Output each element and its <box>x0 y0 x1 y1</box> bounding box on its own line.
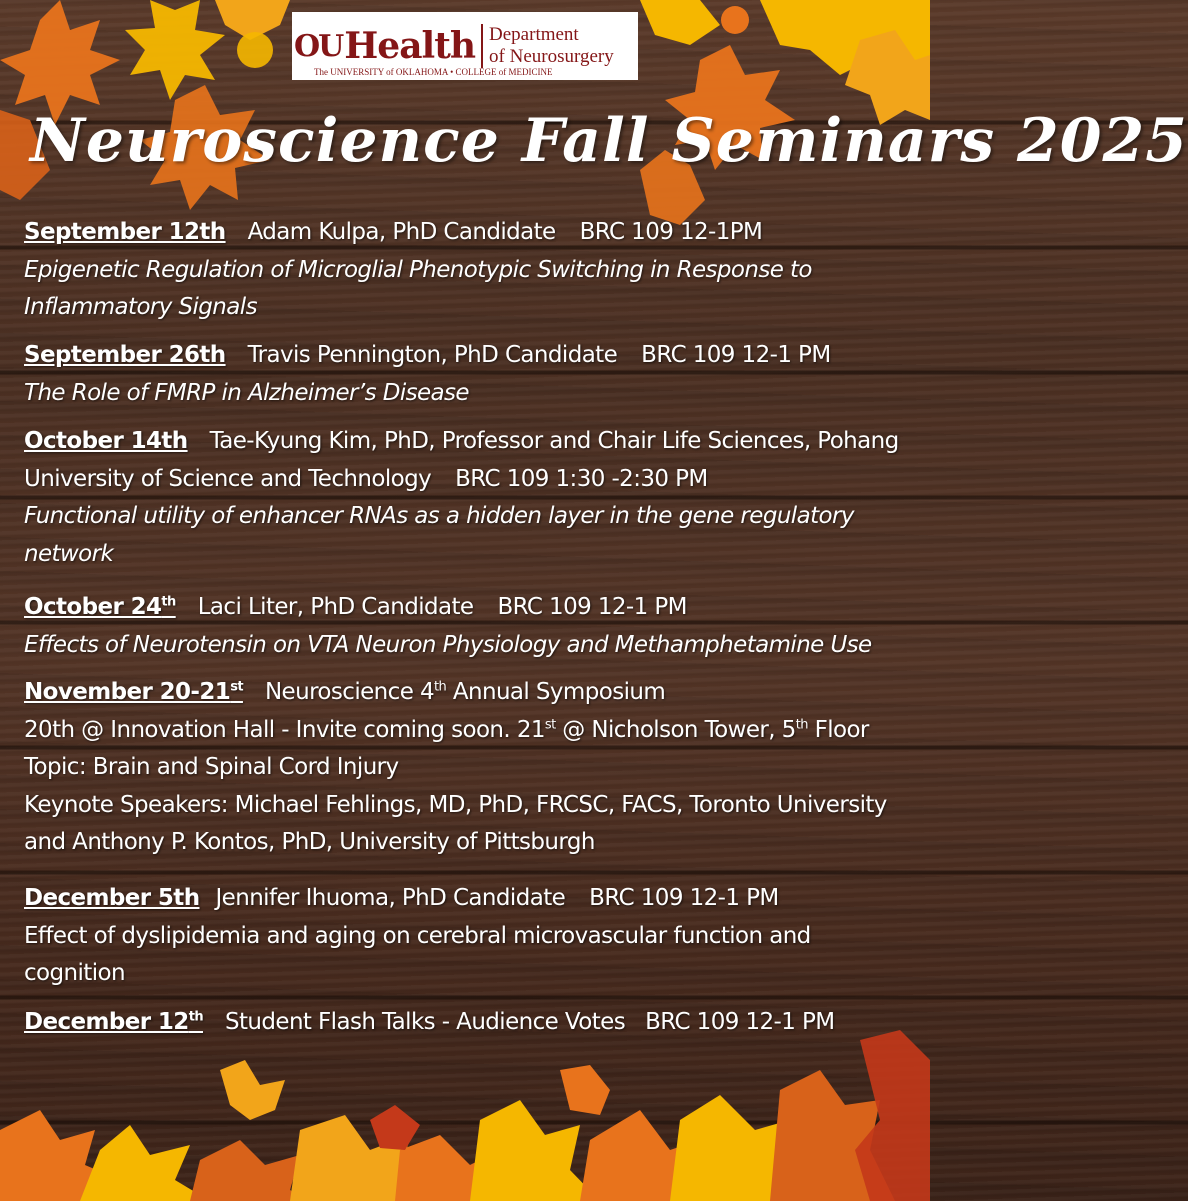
logo-health-text: Health <box>344 25 476 67</box>
ou-health-neurosurgery-logo <box>292 12 638 80</box>
event-item-symposium <box>24 674 914 862</box>
venue-day1: 20th @ Innovation Hall - Invite coming soon. 21 <box>24 716 545 743</box>
event-speaker: Laci Liter, PhD Candidate <box>197 594 474 620</box>
event-date: October 24 <box>24 594 162 620</box>
symposium-venues <box>24 712 914 750</box>
event-speaker: Jennifer Ihuoma, PhD Candidate <box>215 885 566 911</box>
symposium-topic: Topic: Brain and Spinal Cord Injury <box>24 754 399 780</box>
symposium-name: Neuroscience 4 <box>264 679 434 705</box>
event-topic: Effect of dyslipidemia and aging on cerebral microvascular function and cognition <box>24 922 811 986</box>
event-location: BRC 109 12-1 PM <box>497 594 687 620</box>
logo-department <box>489 24 614 68</box>
event-item <box>24 337 831 412</box>
event-date-suffix: th <box>188 1009 203 1025</box>
venue-floor: Floor <box>807 716 869 743</box>
logo-dept-line1: Department <box>489 24 579 45</box>
event-speaker: Adam Kulpa, PhD Candidate <box>247 219 556 245</box>
event-location: BRC 109 12-1 PM <box>641 342 831 368</box>
event-topic: The Role of FMRP in Alzheimer’s Disease <box>24 379 469 406</box>
event-date: September 26th <box>24 342 226 368</box>
symposium-name-rest: Annual Symposium <box>446 679 666 705</box>
event-item <box>24 589 872 664</box>
autumn-leaves-bottom-decoration <box>0 1030 930 1201</box>
event-date: December 12 <box>24 1009 189 1035</box>
event-item <box>24 880 914 993</box>
symposium-keynotes: Keynote Speakers: Michael Fehlings, MD, PhD, FRCSC, FACS, Toronto University and Anthony P. Kontos, PhD, University of Pittsburgh <box>24 791 887 855</box>
event-speaker <box>265 679 665 705</box>
event-speaker: Student Flash Talks - Audience Votes <box>225 1009 626 1035</box>
symposium-ordinal: th <box>434 679 447 695</box>
event-location: BRC 109 12-1 PM <box>589 885 779 911</box>
logo-dept-line2: of Neurosurgery <box>489 46 614 67</box>
event-date: December 5th <box>24 885 200 911</box>
event-date-suffix: st <box>230 679 243 695</box>
event-date: November 20-21 <box>24 679 231 705</box>
venue-day2: @ Nicholson Tower, 5 <box>555 716 796 743</box>
event-date-wrap <box>24 1009 203 1035</box>
event-speaker: Tae-Kyung Kim, PhD, Professor and Chair Life Sciences, Pohang University of Science and Technology <box>24 428 899 492</box>
event-date-suffix: th <box>161 594 176 610</box>
event-location: BRC 109 12-1 PM <box>645 1009 835 1035</box>
event-date: October 14th <box>24 428 188 454</box>
ou-logo-mark: OU <box>294 28 343 64</box>
venue-ordinal-2: th <box>795 716 808 732</box>
event-topic: Effects of Neurotensin on VTA Neuron Physiology and Methamphetamine Use <box>24 631 872 658</box>
event-item <box>24 423 914 573</box>
venue-ordinal-1: st <box>544 716 556 732</box>
logo-subline: The UNIVERSITY of OKLAHOMA • COLLEGE of MEDICINE <box>314 67 553 77</box>
event-topic: Epigenetic Regulation of Microglial Phenotypic Switching in Response to Inflammatory Signals <box>24 256 812 320</box>
event-location: BRC 109 1:30 -2:30 PM <box>455 465 708 492</box>
event-item <box>24 214 914 327</box>
event-date: September 12th <box>24 219 226 245</box>
event-date-wrap <box>24 679 243 705</box>
maple-leaf-icon <box>0 1030 930 1201</box>
event-date-wrap <box>24 594 176 620</box>
event-location: BRC 109 12-1PM <box>579 219 763 245</box>
event-speaker: Travis Pennington, PhD Candidate <box>247 342 618 368</box>
event-item <box>24 1004 835 1042</box>
logo-divider <box>481 24 483 68</box>
page-title: Neuroscience Fall Seminars 2025 <box>30 106 1188 176</box>
event-topic: Functional utility of enhancer RNAs as a hidden layer in the gene regulatory network <box>24 503 854 567</box>
